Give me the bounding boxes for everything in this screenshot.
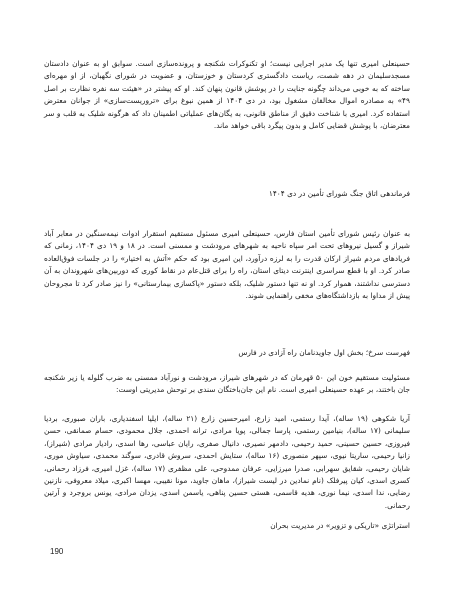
war-room-paragraph: به عنوان رئیس شورای تأمین استان فارس، حسینعلی امیری مسئول مستقیم استقرار ادوات نیمه‌سنگین در معابر آباد شیراز و گسیل نیروهای تحت امر سپاه ناحیه به شهرهای مرودشت و ممسنی است. در ۱۸ و ۱۹ دی ۱۴۰۴، زمانی که فریادهای مردم شیراز ارکان قدرت را به لرزه درآورد، این امیری بود که حکم «آتش به اختیار» را در جلسات فوق‌العاده صادر کرد. او با قطع سراسری اینترنت دیتای استان، راه را برای قتل‌عام در نقاط کوری که دوربین‌های شهروندان به آن دسترسی نداشتند، هموار کرد. او نه تنها دستور شلیک، بلکه دستور «پاکسازی بیمارستانی» را نیز صادر کرد تا مجروحان پیش از مداوا به بازداشتگاه‌های مخفی راهنمایی شوند. bbox=[44, 229, 410, 301]
section-heading-war-room: فرماندهی اتاق جنگ شورای تأمین در دی ۱۴۰۴ bbox=[268, 189, 410, 198]
responsibility-paragraph: مسئولیت مستقیم خون این ۵۰ قهرمان که در شهرهای شیراز، مرودشت و نورآباد ممسنی به ضرب گلوله یا زیر شکنجه جان باختند، بر عهده حسینعلی امیری است. نام این جان‌باختگان سندی بر توحش مدیریتی اوست: bbox=[44, 373, 410, 395]
section-heading-red-list: فهرست سرخ؛ بخش اول جاویدنامان راه آزادی در فارس bbox=[238, 348, 410, 357]
section-heading-strategy: استراتژی «تاریکی و تزویر» در مدیریت بحران bbox=[270, 521, 410, 530]
page-number: 190 bbox=[50, 547, 64, 556]
intro-paragraph: حسینعلی امیری تنها یک مدیر اجرایی نیست؛ او تکنوکرات شکنجه و پرونده‌سازی است. سوابق او به عنوان دادستان مسجدسلیمان در دهه شصت، ریاست دادگستری کردستان و خوزستان، و عضویت در شورای نگهبان، از او مهره‌ای ساخته که به خوبی می‌داند چگونه جنایت را در پوشش قانون پنهان کند. او که پیشتر در «هیئت سه نفره نظارت بر اصل ۴۹» به مصادره اموال مخالفان مشغول بود، در دی ۱۴۰۴ از همین نبوغ برای «تروریست‌سازی» از جوانان معترض استفاده کرد. امیری با شناخت دقیق از مناطق قانونی، به یگان‌های عملیاتی اطمینان داد که هرگونه شلیک به قلب و سر معترضان، با پوشش قضایی کامل و بدون پیگرد باقی خواهد ماند. bbox=[44, 59, 410, 131]
victims-list-paragraph: آریا شکوهی (۱۹ ساله)، آیدا رستمی، امید زارع، امیرحسین زارع (۲۱ ساله)، ایلیا اسفندیاری، باران صبوری، بردیا سلیمانی (۱۷ ساله)، بنیامین رستمی، پارسا جمالی، پویا مرادی، ترانه احمدی، جلال محمودی، حسام صمانقی، حسن فیروزی، حسین حسینی، حمید رحیمی، دادمهر نصیری، دانیال صفری، رایان عباسی، رها اسدی، رادیار مرادی (شیراز)، زانیا رحیمی، ساریتا نیوی، سپهر منصوری (۱۶ ساله)، ستایش احمدی، سروش قادری، سوگند محمدی، سیاوش موری، شایان رحیمی، شقایق سهرابی، صدرا میرزایی، عرفان ممدوحی، علی مظفری (۱۷ ساله)، غزل امیری، فرزاد رحمانی، کسری اسدی، کیان پیرفلک (نام نمادین در لیست شیراز)، ماهان جاوید، مونا نقیبی، مهسا اکبری، میلاد معروفی، نازنین رضایی، ندا اسدی، نیما نوری، هدیه قاسمی، هستی حسین پناهی، یاسمن اسدی، یزدان مرادی، یونس بروجرد و آرتین رحمانی. bbox=[44, 414, 410, 510]
